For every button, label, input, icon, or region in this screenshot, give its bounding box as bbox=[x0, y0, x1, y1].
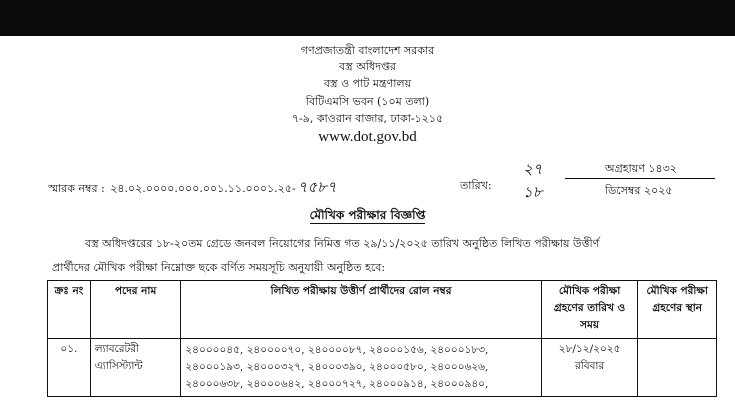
building-name: বিটিএমসি ভবন (১০ম তলা) bbox=[305, 95, 430, 108]
row-place bbox=[638, 339, 717, 397]
notice-title: মৌখিক পরীক্ষার বিজ্ঞপ্তি bbox=[309, 208, 426, 222]
notice-title-wrap bbox=[0, 207, 735, 227]
row-post: ল্যাবরেটরী এ্যাসিস্ট্যান্ট bbox=[90, 339, 181, 397]
rolls-line: ২৪০০০১৯৩, ২৪০০০৩২৭, ২৪০০০৩৯০, ২৪০০০৫৮০, ২৪০০০৬২৬, bbox=[185, 361, 489, 373]
table-row bbox=[48, 339, 717, 397]
table-header-row bbox=[48, 281, 717, 339]
memo-label: স্মারক নম্বর : bbox=[48, 182, 105, 195]
schedule-table bbox=[47, 280, 717, 397]
row-rolls bbox=[181, 339, 541, 397]
date-block bbox=[460, 156, 720, 200]
header-rolls: লিখিত পরীক্ষায় উত্তীর্ণ প্রার্থীদের রোল নম্বর bbox=[181, 281, 541, 339]
ministry-name: বস্ত্র ও পাট মন্ত্রণালয় bbox=[323, 77, 412, 90]
row-date-value: ২৮/১২/২০২৫ bbox=[558, 343, 621, 355]
memo-handwritten: ৭৫৮৭ bbox=[297, 178, 337, 196]
date-divider bbox=[565, 178, 715, 179]
rolls-line: ২৪০০০০৪৫, ২৪০০০০৭০, ২৪০০০০৮৭, ২৪০০০১৫৬, ২৪০০০১৮৩, bbox=[185, 344, 489, 356]
row-serial: ০১. bbox=[48, 339, 91, 397]
date-label: তারিখ: bbox=[460, 179, 492, 192]
website-link[interactable]: www.dot.gov.bd bbox=[318, 129, 417, 145]
bangla-month-year: অগ্রহায়ণ ১৪৩২ bbox=[605, 162, 677, 175]
paragraph-line-1: বস্ত্র অধিদপ্তরের ১৮-২০তম গ্রেডে জনবল নিয়োগের নিমিত্ত গত ২৯/১১/২০২৫ তারিখ অনুষ্ঠিত লিখিত পরীক্ষায় উত্তীর্ণ bbox=[85, 237, 600, 250]
govt-name: গণপ্রজাতন্ত্রী বাংলাদেশ সরকার bbox=[300, 44, 435, 57]
row-day-value: রবিবার bbox=[574, 360, 605, 372]
paragraph-line-2: প্রার্থীদের মৌখিক পরীক্ষা নিম্নোক্ত ছকে বর্ণিত সময়সূচি অনুযায়ী অনুষ্ঠিত হবে: bbox=[52, 261, 386, 274]
header-post: পদের নাম bbox=[90, 281, 181, 339]
top-dark-band bbox=[0, 0, 735, 36]
memo-number bbox=[48, 176, 337, 201]
english-month-year: ডিসেম্বর ২০২৫ bbox=[605, 184, 673, 197]
header-serial: ক্রঃ নং bbox=[48, 281, 91, 339]
row-date bbox=[541, 339, 638, 397]
notice-paragraph bbox=[52, 232, 707, 280]
bangla-day: ২৭ bbox=[523, 160, 543, 178]
memo-value: ২৪.০২.০০০০.০০০.০০১.১১.০০০১.২৫- bbox=[110, 182, 296, 195]
header-place: মৌখিক পরীক্ষা গ্রহণের স্থান bbox=[638, 281, 717, 339]
english-day: ১৮ bbox=[523, 183, 543, 201]
rolls-line: ২৪০০০৬৩৮, ২৪০০০৬৪২, ২৪০০০৭২৭, ২৪০০০৯১৪, ২৪০০০৯৪০, bbox=[185, 378, 489, 390]
department-name: বস্ত্র অধিদপ্তর bbox=[339, 60, 396, 73]
address: ৭-৯, কাওরান বাজার, ঢাকা-১২১৫ bbox=[291, 112, 444, 125]
header-date: মৌখিক পরীক্ষা গ্রহণের তারিখ ও সময় bbox=[541, 281, 638, 339]
